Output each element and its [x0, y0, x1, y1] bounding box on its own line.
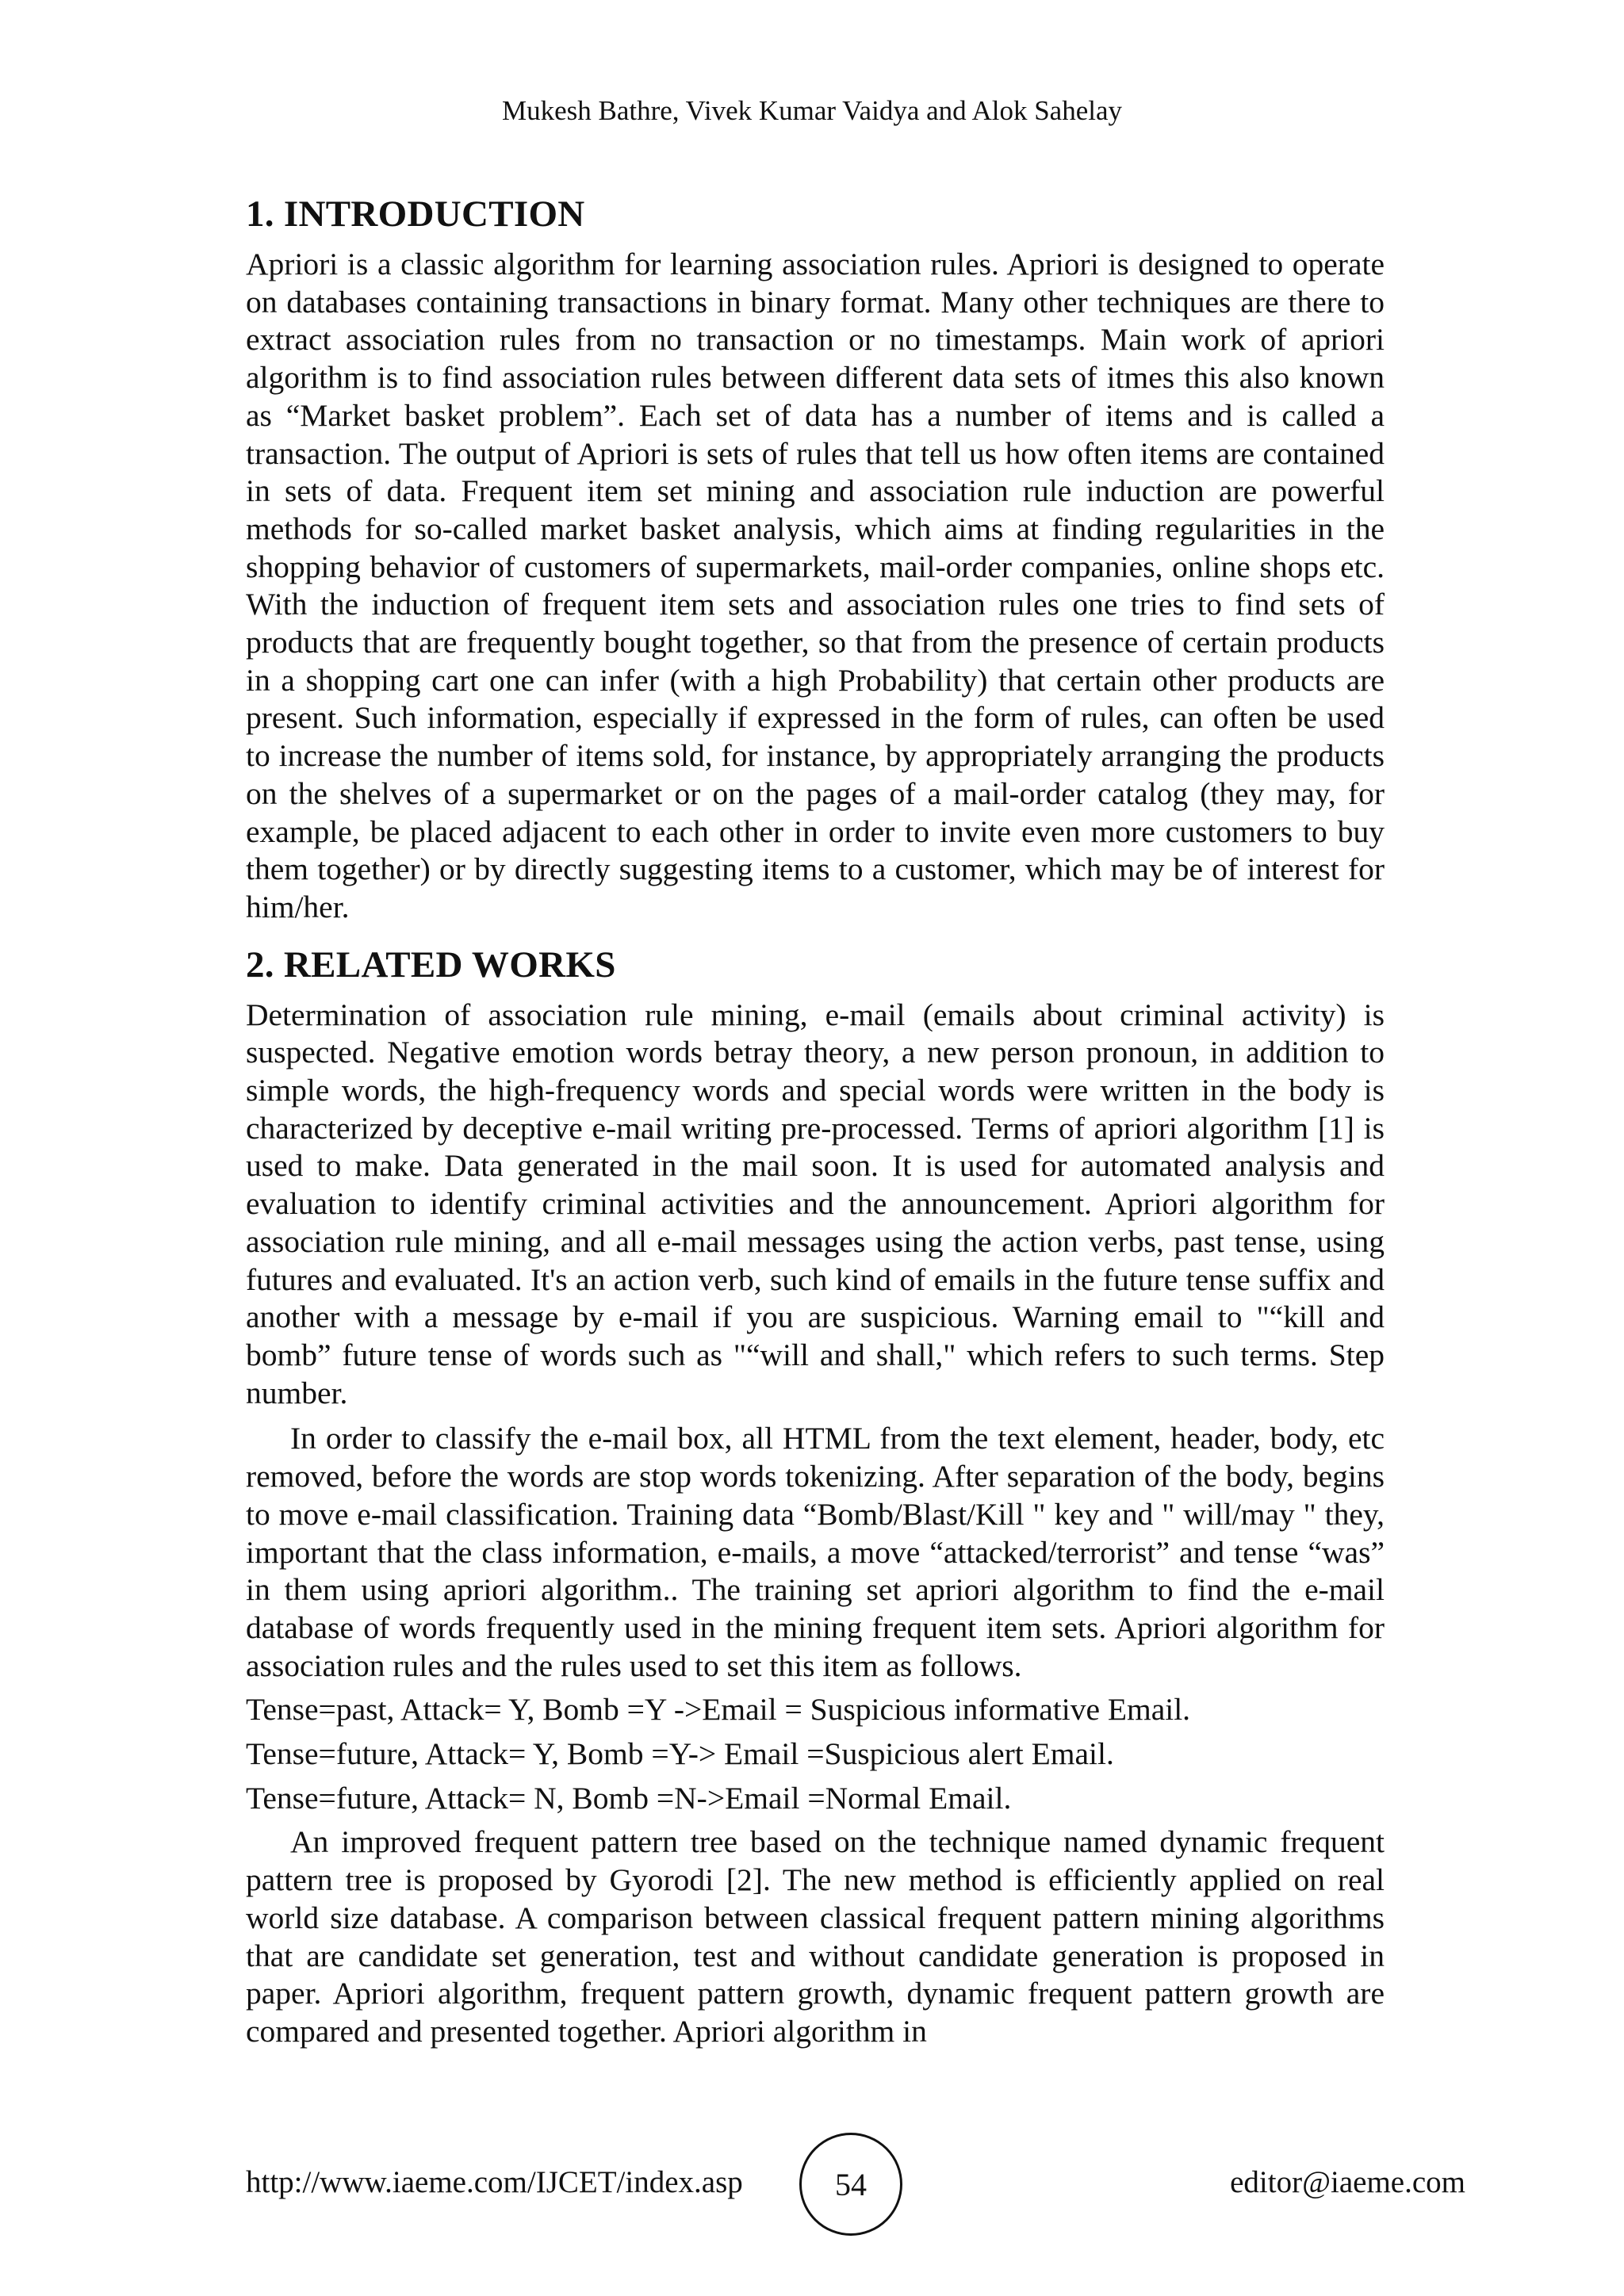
rule-line-1: Tense=past, Attack= Y, Bomb =Y ->Email = Suspicious informative Email.: [246, 1692, 1191, 1728]
page-number: 54: [835, 2166, 867, 2202]
page-content: [246, 190, 1385, 2051]
footer-email-link[interactable]: editor@iaeme.com: [1230, 2165, 1465, 2199]
page-footer: [0, 2133, 1624, 2236]
introduction-paragraph: Apriori is a classic algorithm for learning association rules. Apriori is designed to operate on databases containing transactions in binary format. Many other techniques are there to extract association rules from no transaction or no timestamps. Main work of apriori algorithm is to find association rules between different data sets of itmes this also known as “Market basket problem”. Each set of data has a number of items and is called a transaction. The output of Apriori is sets of rules that tell us how often items are contained in sets of data. Frequent item set mining and association rule induction are powerful methods for so-called market basket analysis, which aims at finding regularities in the shopping behavior of customers of supermarkets, mail-order companies, online shops etc. With the induction of frequent item sets and association rules one tries to find sets of products that are frequently bought together, so that from the presence of certain products in a shopping cart one can infer (with a high Probability) that certain other products are present. Such information, especially if expressed in the form of rules, can often be used to increase the number of items sold, for instance, by appropriately arranging the products on the shelves of a supermarket or on the pages of a mail-order catalog (they may, for example, be placed adjacent to each other in order to invite even more customers to buy them together) or by directly suggesting items to a customer, which may be of interest for him/her.: [246, 247, 1385, 924]
running-head-authors: Mukesh Bathre, Vivek Kumar Vaidya and Alok Sahelay: [501, 95, 1122, 126]
section-heading-introduction: 1. INTRODUCTION: [246, 193, 585, 235]
footer-journal-link[interactable]: http://www.iaeme.com/IJCET/index.asp: [246, 2165, 743, 2199]
related-works-paragraph-1: Determination of association rule mining, e-mail (emails about criminal activity) is suspected. Negative emotion words betray theory, a new person pronoun, in addition to simple words, the high-frequency words and special words were written in the body is characterized by deceptive e-mail writing pre-processed. Terms of apriori algorithm [1] is used to make. Data generated in the mail soon. It is used for automated analysis and evaluation to identify criminal activities and the announcement. Apriori algorithm for association rule mining, and all e-mail messages using the action verbs, past tense, using futures and evaluated. It's an action verb, such kind of emails in the future tense suffix and another with a message by e-mail if you are suspicious. Warning email to "“kill and bomb” future tense of words such as "“will and shall," which refers to such terms. Step number.: [246, 997, 1385, 1410]
rule-line-3: Tense=future, Attack= N, Bomb =N->Email =Normal Email.: [246, 1780, 1012, 1816]
page-number-badge: [799, 2133, 902, 2236]
related-works-paragraph-2: In order to classify the e-mail box, all HTML from the text element, header, body, etc removed, before the words are stop words tokenizing. After separation of the body, begins to move e-mail classification. Training data “Bomb/Blast/Kill " key and " will/may " they, important that the class information, e-mails, a move “attacked/terrorist” and tense “was” in them using apriori algorithm.. The training set apriori algorithm to find the e-mail database of words frequently used in the mining frequent item sets. Apriori algorithm for association rules and the rules used to set this item as follows.: [246, 1421, 1385, 1683]
section-heading-related-works: 2. RELATED WORKS: [246, 943, 616, 985]
related-works-paragraph-3: An improved frequent pattern tree based on the technique named dynamic frequent pattern tree is proposed by Gyorodi [2]. The new method is efficiently applied on real world size database. A comparison between classical frequent pattern mining algorithms that are candidate set generation, test and without candidate generation is proposed in paper. Apriori algorithm, frequent pattern growth, dynamic frequent pattern growth are compared and presented together. Apriori algorithm in: [246, 1824, 1385, 2049]
rule-line-2: Tense=future, Attack= Y, Bomb =Y-> Email =Suspicious alert Email.: [246, 1736, 1114, 1772]
